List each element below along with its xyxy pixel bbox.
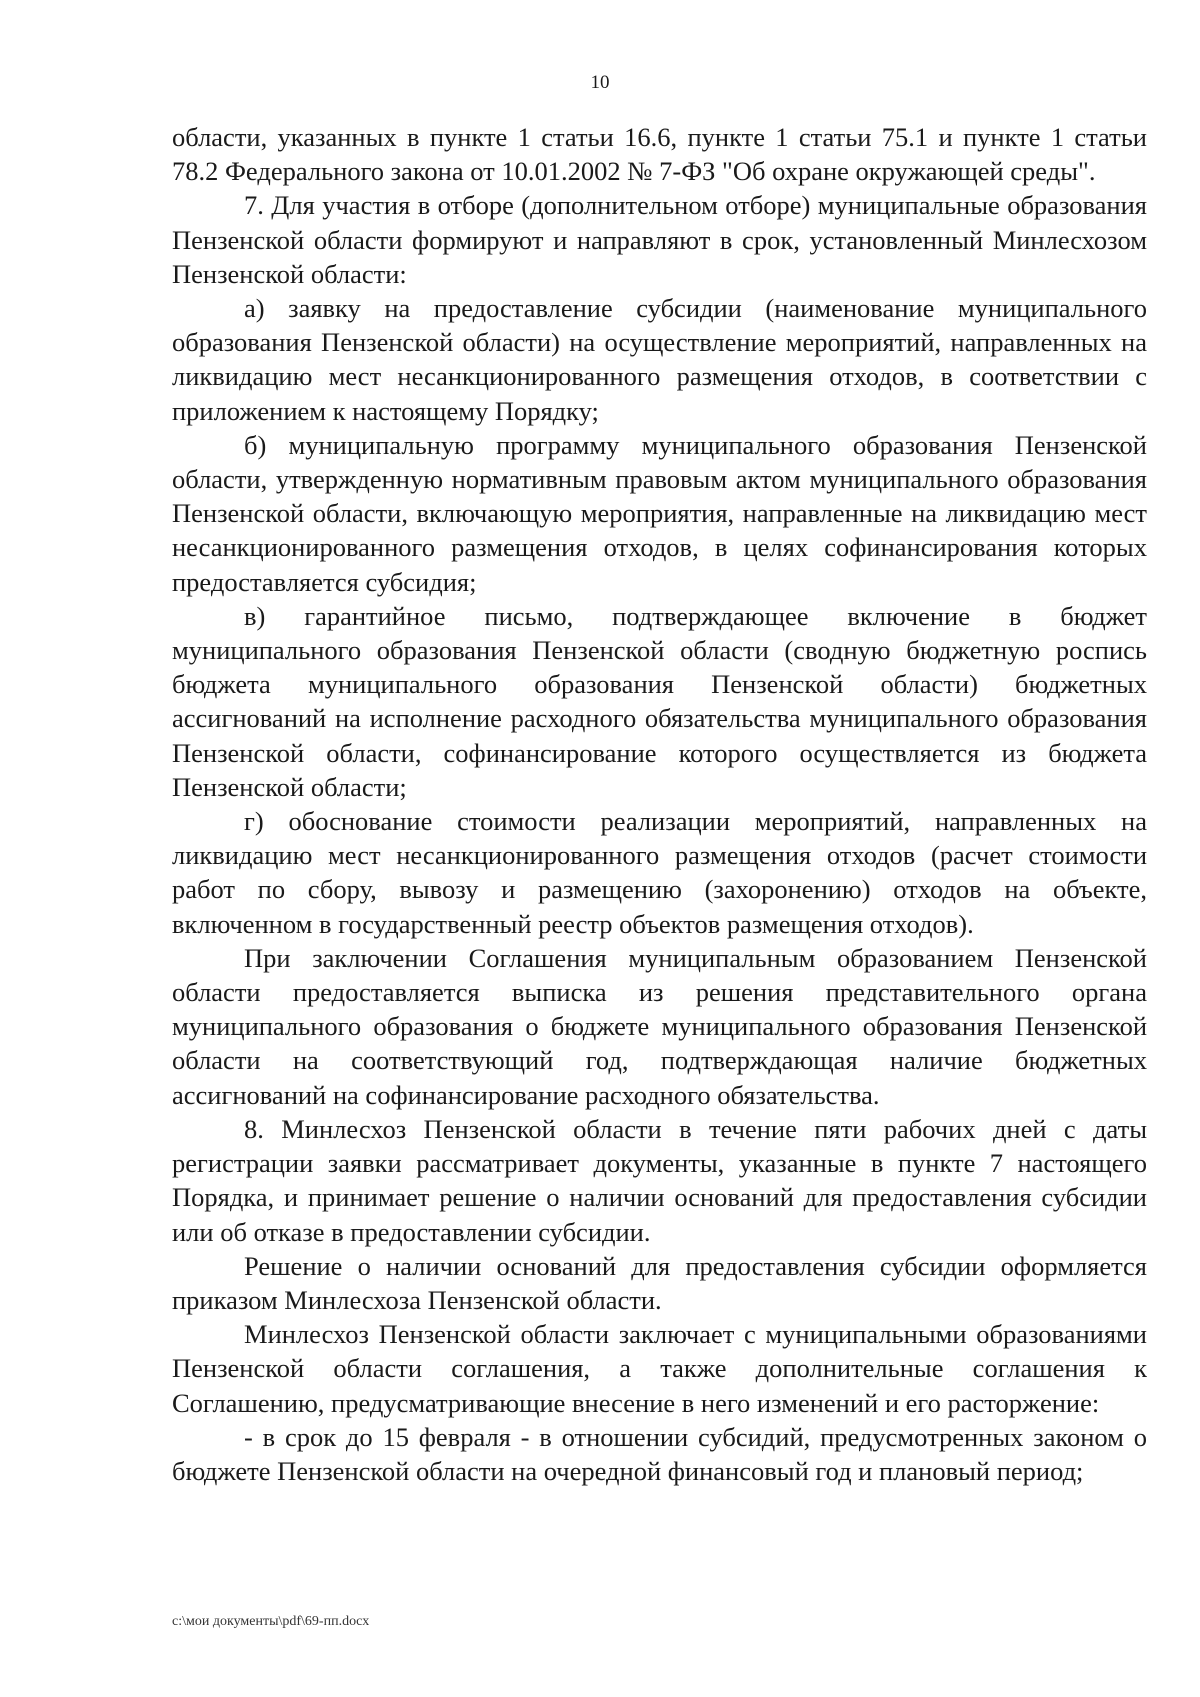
footer-file-path: c:\мои документы\pdf\69-пп.docx <box>172 1614 370 1629</box>
document-body <box>172 120 1147 1488</box>
paragraph-agreement-extract: При заключении Соглашения муниципальным образованием Пензенской области предоставляется выписка из решения представительного органа муниципального образования о бюджете муниципального образования Пензенской области на соответствующий год, подтверждающая наличие бюджетных ассигнований на софинансирование расходного обязательства. <box>172 942 1147 1110</box>
paragraph-subitem-v: в) гарантийное письмо, подтверждающее включение в бюджет муниципального образования Пензенской области (сводную бюджетную роспись бюджета муниципального образования Пензенской области) бюджетных ассигнований на исполнение расходного обязательства муниципального образования Пензенской области, софинансирование которого осуществляется из бюджета Пензенской области; <box>172 600 1147 802</box>
paragraph-item-8: 8. Минлесхоз Пензенской области в течение пяти рабочих дней с даты регистрации заявки рассматривает документы, указанные в пункте 7 настоящего Порядка, и принимает решение о наличии оснований для предоставления субсидии или об отказе в предоставлении субсидии. <box>172 1113 1147 1247</box>
paragraph-agreements: Минлесхоз Пензенской области заключает с муниципальными образованиями Пензенской области соглашения, а также дополнительные соглашения к Соглашению, предусматривающие внесение в него изменений и его расторжение: <box>172 1319 1147 1418</box>
paragraph-deadline: - в срок до 15 февраля - в отношении субсидий, предусмотренных законом о бюджете Пензенской области на очередной финансовый год и плановый период; <box>172 1421 1147 1486</box>
paragraph-continuation: области, указанных в пункте 1 статьи 16.6, пункте 1 статьи 75.1 и пункте 1 статьи 78.2 Федерального закона от 10.01.2002 № 7-ФЗ "Об охране окружающей среды". <box>172 122 1147 187</box>
paragraph-subitem-b: б) муниципальную программу муниципального образования Пензенской области, утвержденную нормативным правовым актом муниципального образования Пензенской области, включающую мероприятия, направленные на ликвидацию мест несанкционированного размещения отходов, в целях софинансирования которых предоставляется субсидия; <box>172 429 1147 597</box>
page-number: 10 <box>590 72 610 93</box>
paragraph-decision-order: Решение о наличии оснований для предоставления субсидии оформляется приказом Минлесхоза Пензенской области. <box>172 1250 1147 1315</box>
paragraph-subitem-g: г) обоснование стоимости реализации мероприятий, направленных на ликвидацию мест несанкционированного размещения отходов (расчет стоимости работ по сбору, вывозу и размещению (захоронению) отходов на объекте, включенном в государственный реестр объектов размещения отходов). <box>172 806 1147 939</box>
paragraph-subitem-a: а) заявку на предоставление субсидии (наименование муниципального образования Пензенской области) на осуществление мероприятий, направленных на ликвидацию мест несанкционированного размещения отходов, в соответствии с приложением к настоящему Порядку; <box>172 293 1147 426</box>
paragraph-item-7: 7. Для участия в отборе (дополнительном отборе) муниципальные образования Пензенской области формируют и направляют в срок, установленный Минлесхозом Пензенской области: <box>172 190 1147 289</box>
